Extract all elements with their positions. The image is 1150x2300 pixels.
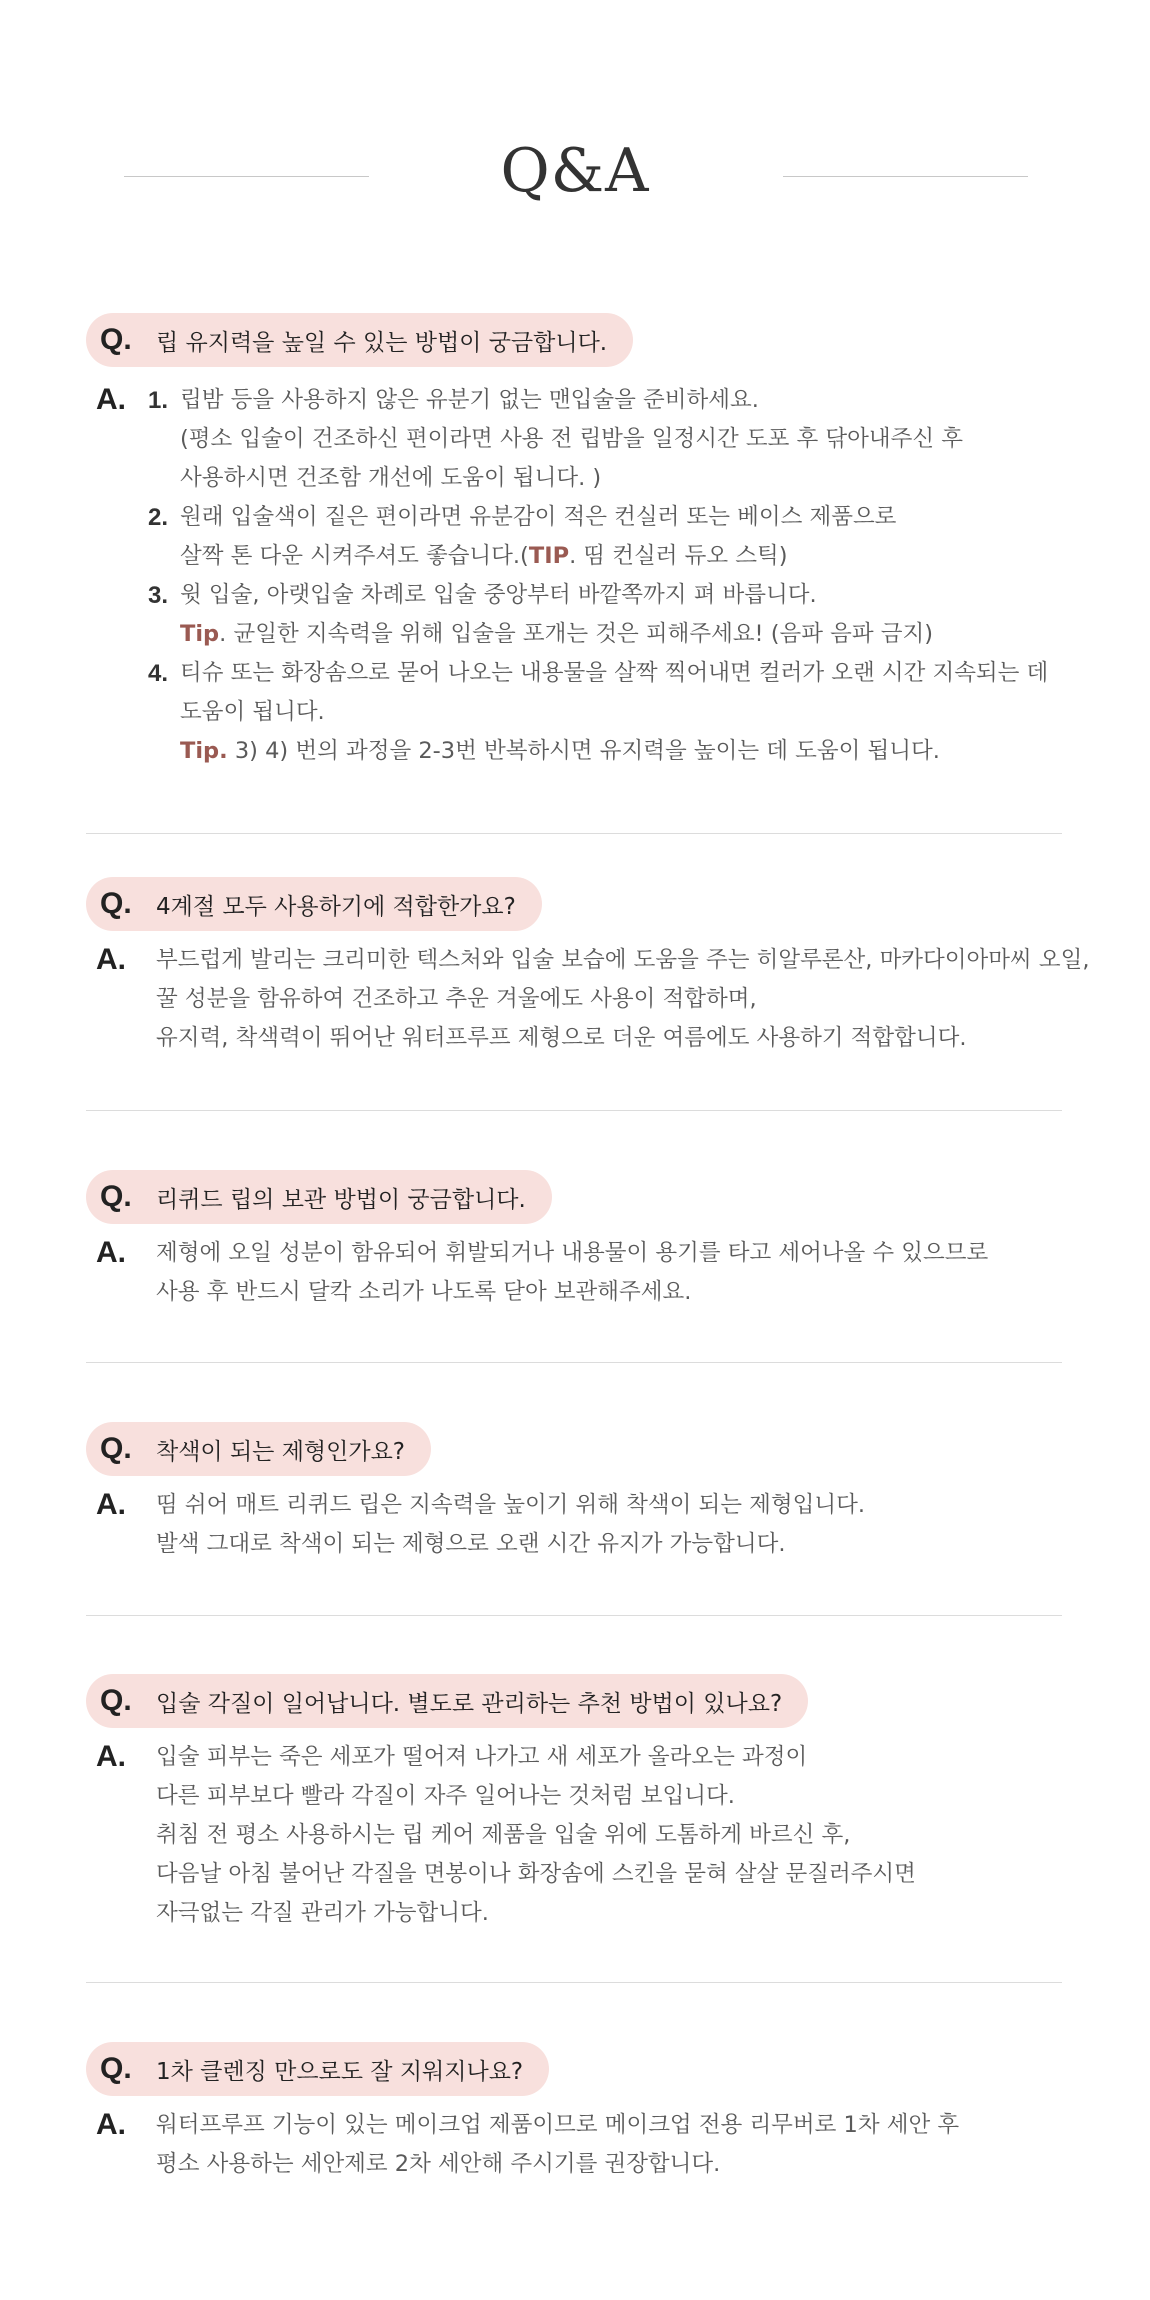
answer-mark: A. [96,1488,126,1521]
question-text: 착색이 되는 제형인가요? [156,1438,406,1465]
answer-line: 사용하시면 건조함 개선에 도움이 됩니다. ) [180,465,602,491]
question-mark: Q. [100,887,132,920]
question-text: 1차 클렌징 만으로도 잘 지워지나요? [156,2058,524,2085]
answer-line: 원래 입술색이 짙은 편이라면 유분감이 적은 컨실러 또는 베이스 제품으로 [180,504,897,530]
answer-step-4 [148,654,1148,771]
answer-line: 워터프루프 기능이 있는 메이크업 제품이므로 메이크업 전용 리무버로 1차 세안 후 [156,2112,960,2138]
answer-line: 자극없는 각질 관리가 가능합니다. [156,1900,489,1926]
answer-mark: A. [96,1740,126,1773]
answer-step-3 [148,576,1148,654]
step-number: 2. [148,504,169,531]
answer-step-2 [148,498,1148,576]
answer-mark: A. [96,2108,126,2141]
tip-label: TIP [528,543,570,569]
answer-step-1 [148,381,1148,498]
header-divider-right [783,176,1028,177]
question-text: 립 유지력을 높일 수 있는 방법이 궁금합니다. [156,329,608,356]
answer-line: 발색 그대로 착색이 되는 제형으로 오랜 시간 유지가 가능합니다. [156,1531,786,1557]
section-divider [86,1615,1062,1616]
answer-line: 윗 입술, 아랫입술 차례로 입술 중앙부터 바깥쪽까지 펴 바릅니다. [180,582,817,608]
answer-mark: A. [96,383,126,416]
answer-line: 다른 피부보다 빨라 각질이 자주 일어나는 것처럼 보입니다. [156,1783,735,1809]
question-mark: Q. [100,1684,132,1717]
answer-line: 취침 전 평소 사용하시는 립 케어 제품을 입술 위에 도톰하게 바르신 후, [156,1822,851,1848]
answer-text: 살짝 톤 다운 시켜주셔도 좋습니다.( [180,543,529,569]
answer-text: . 균일한 지속력을 위해 입술을 포개는 것은 피해주세요! (음파 음파 금지) [219,621,934,647]
question-pill [86,877,542,931]
question-mark: Q. [100,1180,132,1213]
answer-lines [156,1486,1150,1564]
tip-label: Tip [180,621,220,647]
tip-label: Tip. [180,738,228,764]
answer-line: 제형에 오일 성분이 함유되어 휘발되거나 내용물이 용기를 타고 세어나올 수 있으므로 [156,1240,989,1266]
answer-line: 유지력, 착색력이 뛰어난 워터프루프 제형으로 더운 여름에도 사용하기 적합합니다. [156,1025,967,1051]
page-title: Q&A [500,136,650,206]
question-pill [86,2042,549,2096]
answer-line: 띰 쉬어 매트 리퀴드 립은 지속력을 높이기 위해 착색이 되는 제형입니다. [156,1492,865,1518]
answer-line: 평소 사용하는 세안제로 2차 세안해 주시기를 권장합니다. [156,2151,721,2177]
answer-line-with-tip [180,615,1148,654]
answer-text: 3) 4) 번의 과정을 2-3번 반복하시면 유지력을 높이는 데 도움이 됩니다. [227,738,940,764]
answer-line: 부드럽게 발리는 크리미한 텍스처와 입술 보습에 도움을 주는 히알루론산, 마카다이아마씨 오일, [156,947,1090,973]
answer-mark: A. [96,943,126,976]
section-divider [86,1982,1062,1983]
question-pill [86,1674,808,1728]
question-text: 리퀴드 립의 보관 방법이 궁금합니다. [156,1186,526,1213]
section-divider [86,1110,1062,1111]
question-mark: Q. [100,1432,132,1465]
question-pill [86,1170,552,1224]
answer-steps [148,381,1148,771]
question-mark: Q. [100,2052,132,2085]
answer-lines [156,941,1150,1058]
answer-line: (평소 입술이 건조하신 편이라면 사용 전 립밤을 일정시간 도포 후 닦아내주신 후 [180,426,963,452]
question-pill [86,313,633,367]
section-divider [86,1362,1062,1363]
step-number: 4. [148,660,169,687]
step-number: 1. [148,387,169,414]
answer-line: 도움이 됩니다. [180,699,325,725]
step-number: 3. [148,582,169,609]
answer-mark: A. [96,1236,126,1269]
answer-line: 사용 후 반드시 달칵 소리가 나도록 닫아 보관해주세요. [156,1279,692,1305]
answer-line: 립밤 등을 사용하지 않은 유분기 없는 맨입술을 준비하세요. [180,387,759,413]
question-text: 입술 각질이 일어납니다. 별도로 관리하는 추천 방법이 있나요? [156,1690,783,1717]
section-divider [86,833,1062,834]
answer-line-with-tip [180,732,1148,771]
question-text: 4계절 모두 사용하기에 적합한가요? [156,893,516,920]
answer-text: . 띰 컨실러 듀오 스틱) [569,543,788,569]
answer-line: 꿀 성분을 함유하여 건조하고 추운 겨울에도 사용이 적합하며, [156,986,757,1012]
answer-line-with-tip [180,537,1148,576]
question-pill [86,1422,431,1476]
answer-lines [156,1738,1150,1933]
answer-line: 입술 피부는 죽은 세포가 떨어져 나가고 새 세포가 올라오는 과정이 [156,1744,808,1770]
page-header [0,130,1150,220]
answer-lines [156,1234,1150,1312]
question-mark: Q. [100,323,132,356]
answer-lines [156,2106,1150,2184]
answer-line: 다음날 아침 불어난 각질을 면봉이나 화장솜에 스킨을 묻혀 살살 문질러주시면 [156,1861,916,1887]
answer-line: 티슈 또는 화장솜으로 묻어 나오는 내용물을 살짝 찍어내면 컬러가 오랜 시간 지속되는 데 [180,660,1049,686]
